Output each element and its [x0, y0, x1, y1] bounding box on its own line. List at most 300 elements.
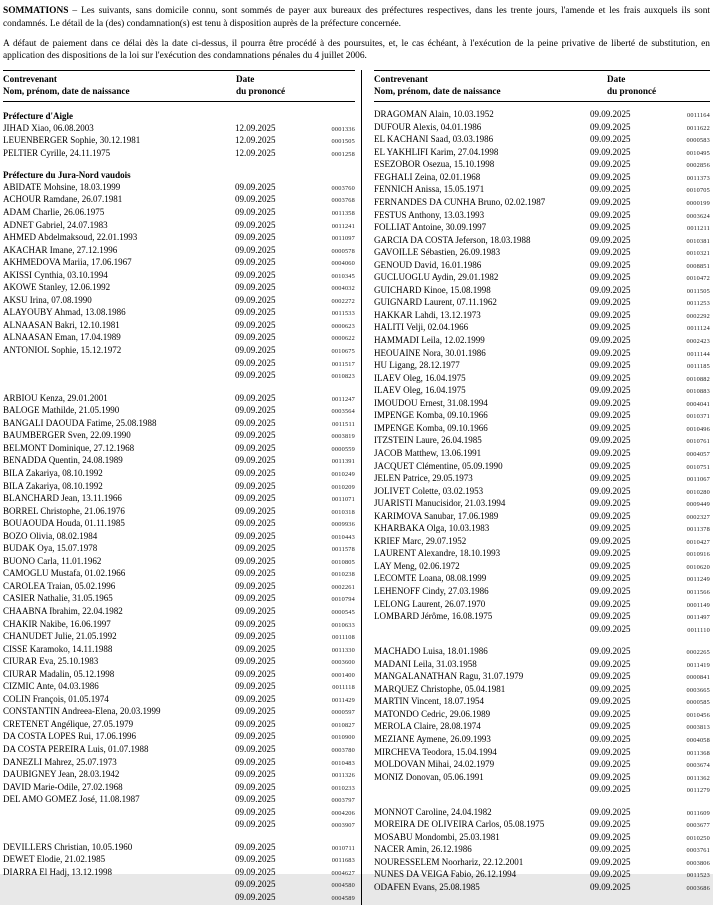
- contrevenant-name: MONIZ Donovan, 05.06.1991: [374, 771, 484, 782]
- reference-number: 0011211: [687, 225, 710, 233]
- intro-paragraph-2: A défaut de paiement dans ce délai dès la date ci-dessus, il pourra être procédé à des poursuites, et, le cas échéant, à l'exécution de la peine privative de liberté de substitution, en application des dispositions de la loi sur l'exécution des condamnations pénales du 4 juillet 2006.: [3, 38, 710, 62]
- table-row: [3, 418, 355, 431]
- date-prononce: 09.09.2025: [590, 460, 631, 471]
- date-prononce: 09.09.2025: [590, 535, 631, 546]
- contrevenant-name: DRAGOMAN Alain, 10.03.1952: [374, 109, 494, 120]
- reference-number: 0003624: [686, 212, 710, 220]
- table-row: [374, 486, 710, 499]
- date-prononce: 09.09.2025: [590, 197, 631, 208]
- row-spacer: [3, 832, 355, 842]
- table-row: [3, 556, 355, 569]
- date-prononce: 09.09.2025: [590, 696, 631, 707]
- date-prononce: 09.09.2025: [235, 756, 276, 767]
- date-prononce: 09.09.2025: [235, 194, 276, 205]
- reference-number: 0011419: [686, 661, 710, 669]
- date-prononce: 09.09.2025: [590, 759, 631, 770]
- date-prononce: 09.09.2025: [590, 397, 631, 408]
- contrevenant-name: AKSU Irina, 07.08.1990: [3, 294, 92, 305]
- reference-number: 0010805: [331, 558, 355, 566]
- table-row: [3, 644, 355, 657]
- date-prononce: 09.09.2025: [590, 447, 631, 458]
- date-prononce: 09.09.2025: [235, 781, 276, 792]
- reference-number: 0002292: [686, 312, 710, 320]
- table-row: [3, 506, 355, 519]
- contrevenant-name: GENOUD David, 16.01.1986: [374, 259, 482, 270]
- contrevenant-name: DAVID Marie-Odile, 27.02.1968: [3, 781, 123, 792]
- table-row: [3, 794, 355, 807]
- contrevenant-name: CIZMIC Ante, 04.03.1986: [3, 681, 99, 692]
- date-prononce: 09.09.2025: [590, 498, 631, 509]
- sommations-title: SOMMATIONS: [3, 6, 69, 16]
- contrevenant-name: ACHOUR Ramdane, 26.07.1981: [3, 194, 123, 205]
- reference-number: 0010250: [686, 834, 710, 842]
- table-row: [3, 405, 355, 418]
- reference-number: 0011185: [687, 363, 710, 371]
- contrevenant-name: BOZO Olivia, 08.02.1984: [3, 530, 98, 541]
- table-row: [374, 684, 710, 697]
- reference-number: 0011330: [331, 646, 355, 654]
- contrevenant-name: BALOGE Mathilde, 21.05.1990: [3, 405, 120, 416]
- reference-number: 0001336: [331, 125, 355, 133]
- contrevenant-name: ALAYOUBY Ahmad, 13.08.1986: [3, 307, 126, 318]
- contrevenant-name: DEWET Elodie, 21.02.1985: [3, 854, 106, 865]
- header-date-line1: Date: [236, 74, 255, 85]
- table-row: [374, 235, 710, 248]
- contrevenant-name: ARBIOU Kenza, 29.01.2001: [3, 392, 108, 403]
- contrevenant-name: IMPENGE Komba, 09.10.1966: [374, 410, 488, 421]
- left-column-rows: [3, 102, 355, 904]
- table-row: [3, 619, 355, 632]
- reference-number: 0011609: [686, 809, 710, 817]
- date-prononce: 09.09.2025: [590, 121, 631, 132]
- date-prononce: 09.09.2025: [590, 372, 631, 383]
- header-date-line1: Date: [607, 74, 626, 85]
- two-column-list: [3, 70, 710, 904]
- contrevenant-name: LEUENBERGER Sophie, 30.12.1981: [3, 135, 141, 146]
- contrevenant-name: GUIGNARD Laurent, 07.11.1962: [374, 297, 497, 308]
- contrevenant-name: HU Ligang, 28.12.1977: [374, 360, 460, 371]
- reference-number: 0000623: [331, 322, 355, 330]
- date-prononce: 09.09.2025: [590, 523, 631, 534]
- date-prononce: 09.09.2025: [590, 322, 631, 333]
- table-row: [374, 423, 710, 436]
- reference-number: 0011241: [331, 222, 355, 230]
- table-row: [374, 435, 710, 448]
- reference-number: 0011144: [687, 350, 710, 358]
- contrevenant-name: ALNAASAN Eman, 17.04.1989: [3, 332, 121, 343]
- contrevenant-name: BELMONT Dominique, 27.12.1968: [3, 442, 135, 453]
- reference-number: 0003907: [331, 822, 355, 830]
- date-prononce: 09.09.2025: [590, 510, 631, 521]
- reference-number: 0010916: [686, 551, 710, 559]
- contrevenant-name: MARQUEZ Christophe, 05.04.1981: [374, 683, 506, 694]
- contrevenant-name: IMPENGE Komba, 09.10.1966: [374, 422, 488, 433]
- table-row: [374, 857, 710, 870]
- header-contrevenant-line2: Nom, prénom, date de naissance: [3, 85, 130, 96]
- table-row: [374, 721, 710, 734]
- reference-number: 0010345: [331, 272, 355, 280]
- table-row: [3, 493, 355, 506]
- reference-number: 0010823: [331, 373, 355, 381]
- date-prononce: 09.09.2025: [235, 207, 276, 218]
- table-row: [3, 245, 355, 258]
- table-row: [374, 807, 710, 820]
- reference-number: 0011110: [687, 626, 710, 634]
- date-prononce: 09.09.2025: [235, 505, 276, 516]
- date-prononce: 09.09.2025: [590, 209, 631, 220]
- contrevenant-name: LAY Meng, 02.06.1972: [374, 560, 460, 571]
- reference-number: 0009449: [686, 501, 710, 509]
- reference-number: 0011071: [331, 496, 355, 504]
- row-spacer: [374, 636, 710, 646]
- contrevenant-name: JIHAD Xiao, 06.08.2003: [3, 122, 94, 133]
- reference-number: 0010238: [331, 571, 355, 579]
- reference-number: 0004206: [331, 809, 355, 817]
- table-row: [3, 719, 355, 732]
- date-prononce: 09.09.2025: [235, 219, 276, 230]
- contrevenant-name: GUCLUOGLU Aydin, 29.01.1982: [374, 272, 499, 283]
- date-prononce: 09.09.2025: [590, 771, 631, 782]
- reference-number: 0001505: [331, 138, 355, 146]
- table-row: [374, 548, 710, 561]
- table-row: [374, 398, 710, 411]
- prefecture-section-heading: [3, 170, 355, 182]
- prefecture-section-heading: [3, 111, 355, 123]
- reference-number: 0011067: [686, 476, 710, 484]
- date-prononce: 12.09.2025: [235, 122, 276, 133]
- table-row: [374, 272, 710, 285]
- date-prononce: 09.09.2025: [590, 259, 631, 270]
- reference-number: 0002261: [331, 583, 355, 591]
- contrevenant-name: MATONDO Cedric, 29.06.1989: [374, 708, 491, 719]
- contrevenant-name: LELONG Laurent, 26.07.1970: [374, 598, 486, 609]
- date-prononce: 09.09.2025: [235, 743, 276, 754]
- contrevenant-name: CASIER Nathalie, 31.05.1965: [3, 593, 113, 604]
- reference-number: 0004060: [331, 260, 355, 268]
- table-row: [3, 731, 355, 744]
- contrevenant-name: BILA Zakariya, 08.10.1992: [3, 480, 103, 491]
- reference-number: 0003813: [686, 724, 710, 732]
- contrevenant-name: BANGALI DAOUDA Fatime, 25.08.1988: [3, 417, 157, 428]
- table-row: [374, 448, 710, 461]
- date-prononce: 09.09.2025: [590, 784, 631, 795]
- table-row: [3, 867, 355, 880]
- table-row: [3, 232, 355, 245]
- reference-number: 0009936: [331, 521, 355, 529]
- reference-number: 0010483: [331, 759, 355, 767]
- reference-number: 0000559: [331, 445, 355, 453]
- date-prononce: 09.09.2025: [235, 794, 276, 805]
- date-prononce: 09.09.2025: [590, 222, 631, 233]
- table-row: [3, 194, 355, 207]
- date-prononce: 09.09.2025: [235, 417, 276, 428]
- contrevenant-name: FEGHALI Zeina, 02.01.1968: [374, 171, 481, 182]
- reference-number: 0010705: [686, 187, 710, 195]
- reference-number: 0003761: [686, 847, 710, 855]
- date-prononce: 09.09.2025: [590, 831, 631, 842]
- reference-number: 0010427: [686, 538, 710, 546]
- header-date: [236, 74, 355, 97]
- table-row: [3, 345, 355, 358]
- contrevenant-name: MIRCHEVA Teodora, 15.04.1994: [374, 746, 497, 757]
- table-row: [3, 332, 355, 345]
- table-row: [374, 586, 710, 599]
- contrevenant-name: HAMMADI Leila, 12.02.1999: [374, 335, 485, 346]
- reference-number: 0010620: [686, 563, 710, 571]
- date-prononce: 09.09.2025: [235, 370, 276, 381]
- intro-paragraph-1: [3, 5, 710, 31]
- additional-judgment-row: [3, 370, 355, 383]
- contrevenant-name: DEL AMO GOMEZ José, 11.08.1987: [3, 794, 140, 805]
- contrevenant-name: ANTONIOL Sophie, 15.12.1972: [3, 345, 122, 356]
- date-prononce: 09.09.2025: [590, 856, 631, 867]
- date-prononce: 09.09.2025: [235, 681, 276, 692]
- right-column-rows: [374, 102, 710, 894]
- left-column: [3, 70, 355, 904]
- table-row: [374, 109, 710, 122]
- reference-number: 0010496: [686, 425, 710, 433]
- date-prononce: 09.09.2025: [590, 146, 631, 157]
- contrevenant-name: DA COSTA LOPES Rui, 17.06.1996: [3, 731, 137, 742]
- date-prononce: 09.09.2025: [590, 485, 631, 496]
- contrevenant-name: DEVILLERS Christian, 10.05.1960: [3, 841, 133, 852]
- date-prononce: 09.09.2025: [590, 646, 631, 657]
- date-prononce: 09.09.2025: [590, 347, 631, 358]
- date-prononce: 09.09.2025: [235, 892, 276, 902]
- reference-number: 0003806: [686, 859, 710, 867]
- table-row: [3, 581, 355, 594]
- intro-paragraph-1-body: – Les suivants, sans domicile connu, sont sommés de payer aux bureaux des préfectures respectives, dans les trente jours, l'amende et les frais auxquels ils sont condamnés. Le détail de la (des) condamnation(s) est tenu à disposition auprès de la préfecture concernée.: [3, 6, 710, 29]
- date-prononce: 09.09.2025: [590, 733, 631, 744]
- table-row: [374, 659, 710, 672]
- contrevenant-name: MEROLA Claire, 28.08.1974: [374, 721, 481, 732]
- reference-number: 0001258: [331, 150, 355, 158]
- table-row: [374, 122, 710, 135]
- date-prononce: 09.09.2025: [235, 455, 276, 466]
- table-row: [3, 148, 355, 161]
- reference-number: 0011097: [331, 235, 355, 243]
- date-prononce: 09.09.2025: [235, 357, 276, 368]
- table-row: [374, 882, 710, 895]
- reference-number: 0010318: [331, 508, 355, 516]
- contrevenant-name: MARTIN Vincent, 18.07.1954: [374, 696, 484, 707]
- contrevenant-name: NUNES DA VEIGA Fabio, 26.12.1994: [374, 869, 517, 880]
- reference-number: 0000545: [331, 608, 355, 616]
- date-prononce: 09.09.2025: [590, 247, 631, 258]
- contrevenant-name: DA COSTA PEREIRA Luis, 01.07.1988: [3, 743, 149, 754]
- table-row: [3, 443, 355, 456]
- date-prononce: 09.09.2025: [590, 297, 631, 308]
- date-prononce: 09.09.2025: [590, 683, 631, 694]
- reference-number: 0002265: [686, 649, 710, 657]
- additional-judgment-row: [374, 624, 710, 637]
- date-prononce: 09.09.2025: [590, 611, 631, 622]
- reference-number: 0011249: [686, 576, 710, 584]
- contrevenant-name: NACER Amin, 26.12.1986: [374, 844, 472, 855]
- reference-number: 0011362: [686, 774, 710, 782]
- date-prononce: 09.09.2025: [235, 769, 276, 780]
- reference-number: 0003677: [686, 822, 710, 830]
- date-prononce: 09.09.2025: [590, 746, 631, 757]
- table-row: [374, 134, 710, 147]
- reference-number: 0011505: [686, 287, 710, 295]
- date-prononce: 09.09.2025: [590, 671, 631, 682]
- table-row: [3, 854, 355, 867]
- right-column: [362, 70, 710, 904]
- reference-number: 0003564: [331, 408, 355, 416]
- table-row: [3, 706, 355, 719]
- contrevenant-name: BUONO Carla, 11.01.1962: [3, 555, 102, 566]
- date-prononce: 09.09.2025: [590, 335, 631, 346]
- table-row: [374, 147, 710, 160]
- date-prononce: 09.09.2025: [590, 435, 631, 446]
- reference-number: 0010443: [331, 533, 355, 541]
- table-row: [374, 335, 710, 348]
- reference-number: 0010280: [686, 488, 710, 496]
- contrevenant-name: DANEZLI Mahrez, 25.07.1973: [3, 756, 117, 767]
- table-row: [374, 523, 710, 536]
- contrevenant-name: KRIEF Marc, 29.07.1952: [374, 535, 467, 546]
- contrevenant-name: ADAM Charlie, 26.06.1975: [3, 207, 105, 218]
- table-row: [3, 135, 355, 148]
- table-row: [374, 348, 710, 361]
- contrevenant-name: MOSABU Mondombi, 25.03.1981: [374, 831, 500, 842]
- date-prononce: 09.09.2025: [590, 806, 631, 817]
- date-prononce: 09.09.2025: [235, 656, 276, 667]
- contrevenant-name: LAURENT Alexandre, 18.10.1993: [374, 548, 501, 559]
- reference-number: 0010456: [686, 711, 710, 719]
- reference-number: 0000585: [686, 699, 710, 707]
- table-row: [374, 184, 710, 197]
- date-prononce: 09.09.2025: [235, 518, 276, 529]
- reference-number: 0000597: [331, 709, 355, 717]
- reference-number: 0000622: [331, 335, 355, 343]
- table-row: [374, 819, 710, 832]
- date-prononce: 09.09.2025: [590, 585, 631, 596]
- date-prononce: 09.09.2025: [590, 109, 631, 120]
- date-prononce: 09.09.2025: [235, 332, 276, 343]
- table-row: [374, 360, 710, 373]
- contrevenant-name: KARIMOVA Sanubar, 17.06.1989: [374, 510, 499, 521]
- table-row: [374, 734, 710, 747]
- date-prononce: 09.09.2025: [235, 480, 276, 491]
- additional-judgment-row: [374, 784, 710, 797]
- reference-number: 0004057: [686, 450, 710, 458]
- reference-number: 0011358: [331, 210, 355, 218]
- contrevenant-name: EL YAKHLIFI Karim, 27.04.1998: [374, 146, 499, 157]
- date-prononce: 09.09.2025: [235, 530, 276, 541]
- reference-number: 0002856: [686, 162, 710, 170]
- reference-number: 0003686: [686, 885, 710, 892]
- date-prononce: 09.09.2025: [235, 568, 276, 579]
- reference-number: 0004041: [686, 400, 710, 408]
- table-row: [3, 481, 355, 494]
- header-contrevenant: [374, 74, 607, 97]
- date-prononce: 09.09.2025: [235, 269, 276, 280]
- reference-number: 0011622: [686, 124, 710, 132]
- contrevenant-name: AKOWE Stanley, 12.06.1992: [3, 282, 111, 293]
- contrevenant-name: BUDAK Oya, 15.07.1978: [3, 543, 98, 554]
- table-row: [374, 473, 710, 486]
- reference-number: 0011391: [331, 458, 355, 466]
- contrevenant-name: ITZSTEIN Laure, 26.04.1985: [374, 435, 482, 446]
- reference-number: 0003768: [331, 197, 355, 205]
- date-prononce: 09.09.2025: [235, 605, 276, 616]
- reference-number: 0011164: [687, 112, 710, 120]
- table-row: [3, 207, 355, 220]
- header-date: [607, 74, 710, 97]
- reference-number: 0010633: [331, 621, 355, 629]
- date-prononce: 12.09.2025: [235, 135, 276, 146]
- contrevenant-name: JUARISTI Manucisidor, 21.03.1994: [374, 498, 506, 509]
- contrevenant-name: CHAABNA Ibrahim, 22.04.1982: [3, 605, 123, 616]
- reference-number: 0000578: [331, 247, 355, 255]
- date-prononce: 09.09.2025: [590, 422, 631, 433]
- contrevenant-name: JOLIVET Colette, 03.02.1953: [374, 485, 484, 496]
- contrevenant-name: LEHENOFF Cindy, 27.03.1986: [374, 585, 489, 596]
- contrevenant-name: DUFOUR Alexis, 04.01.1986: [374, 121, 482, 132]
- contrevenant-name: CIURAR Madalin, 05.12.1998: [3, 668, 115, 679]
- table-row: [374, 671, 710, 684]
- table-row: [374, 747, 710, 760]
- additional-judgment-row: [3, 879, 355, 892]
- table-row: [3, 782, 355, 795]
- table-row: [3, 182, 355, 195]
- date-prononce: 09.09.2025: [590, 473, 631, 484]
- reference-number: 0011578: [331, 546, 355, 554]
- table-row: [3, 656, 355, 669]
- table-row: [374, 172, 710, 185]
- reference-number: 0011373: [686, 174, 710, 182]
- date-prononce: 09.09.2025: [235, 631, 276, 642]
- date-prononce: 09.09.2025: [235, 841, 276, 852]
- table-row: [3, 744, 355, 757]
- reference-number: 0010900: [331, 734, 355, 742]
- table-row: [3, 669, 355, 682]
- date-prononce: 09.09.2025: [235, 806, 276, 817]
- date-prononce: 09.09.2025: [235, 294, 276, 305]
- left-column-header: [3, 70, 355, 102]
- contrevenant-name: CISSE Karamoko, 14.11.1988: [3, 643, 113, 654]
- table-row: [3, 282, 355, 295]
- table-row: [374, 159, 710, 172]
- header-date-line2: du prononcé: [607, 85, 657, 96]
- reference-number: 0003819: [331, 433, 355, 441]
- table-row: [374, 197, 710, 210]
- date-prononce: 09.09.2025: [235, 731, 276, 742]
- table-row: [3, 518, 355, 531]
- contrevenant-name: JACOB Matthew, 13.06.1991: [374, 447, 482, 458]
- date-prononce: 09.09.2025: [235, 307, 276, 318]
- reference-number: 0011124: [687, 325, 710, 333]
- date-prononce: 09.09.2025: [235, 345, 276, 356]
- table-row: [3, 593, 355, 606]
- contrevenant-name: MOLDOVAN Mihai, 24.02.1979: [374, 759, 495, 770]
- contrevenant-name: MADANI Leila, 31.03.1958: [374, 658, 477, 669]
- date-prononce: 09.09.2025: [235, 555, 276, 566]
- reference-number: 0001149: [686, 601, 710, 609]
- date-prononce: 09.09.2025: [235, 593, 276, 604]
- contrevenant-name: MEZIANE Aymene, 26.09.1993: [374, 733, 491, 744]
- contrevenant-name: NOURESSELEM Noorhariz, 22.12.2001: [374, 856, 524, 867]
- date-prononce: 09.09.2025: [235, 854, 276, 865]
- reference-number: 0010495: [686, 149, 710, 157]
- reference-number: 0010675: [331, 348, 355, 356]
- table-row: [3, 393, 355, 406]
- reference-number: 0011497: [686, 614, 710, 622]
- reference-number: 0010883: [686, 388, 710, 396]
- reference-number: 0011429: [331, 696, 355, 704]
